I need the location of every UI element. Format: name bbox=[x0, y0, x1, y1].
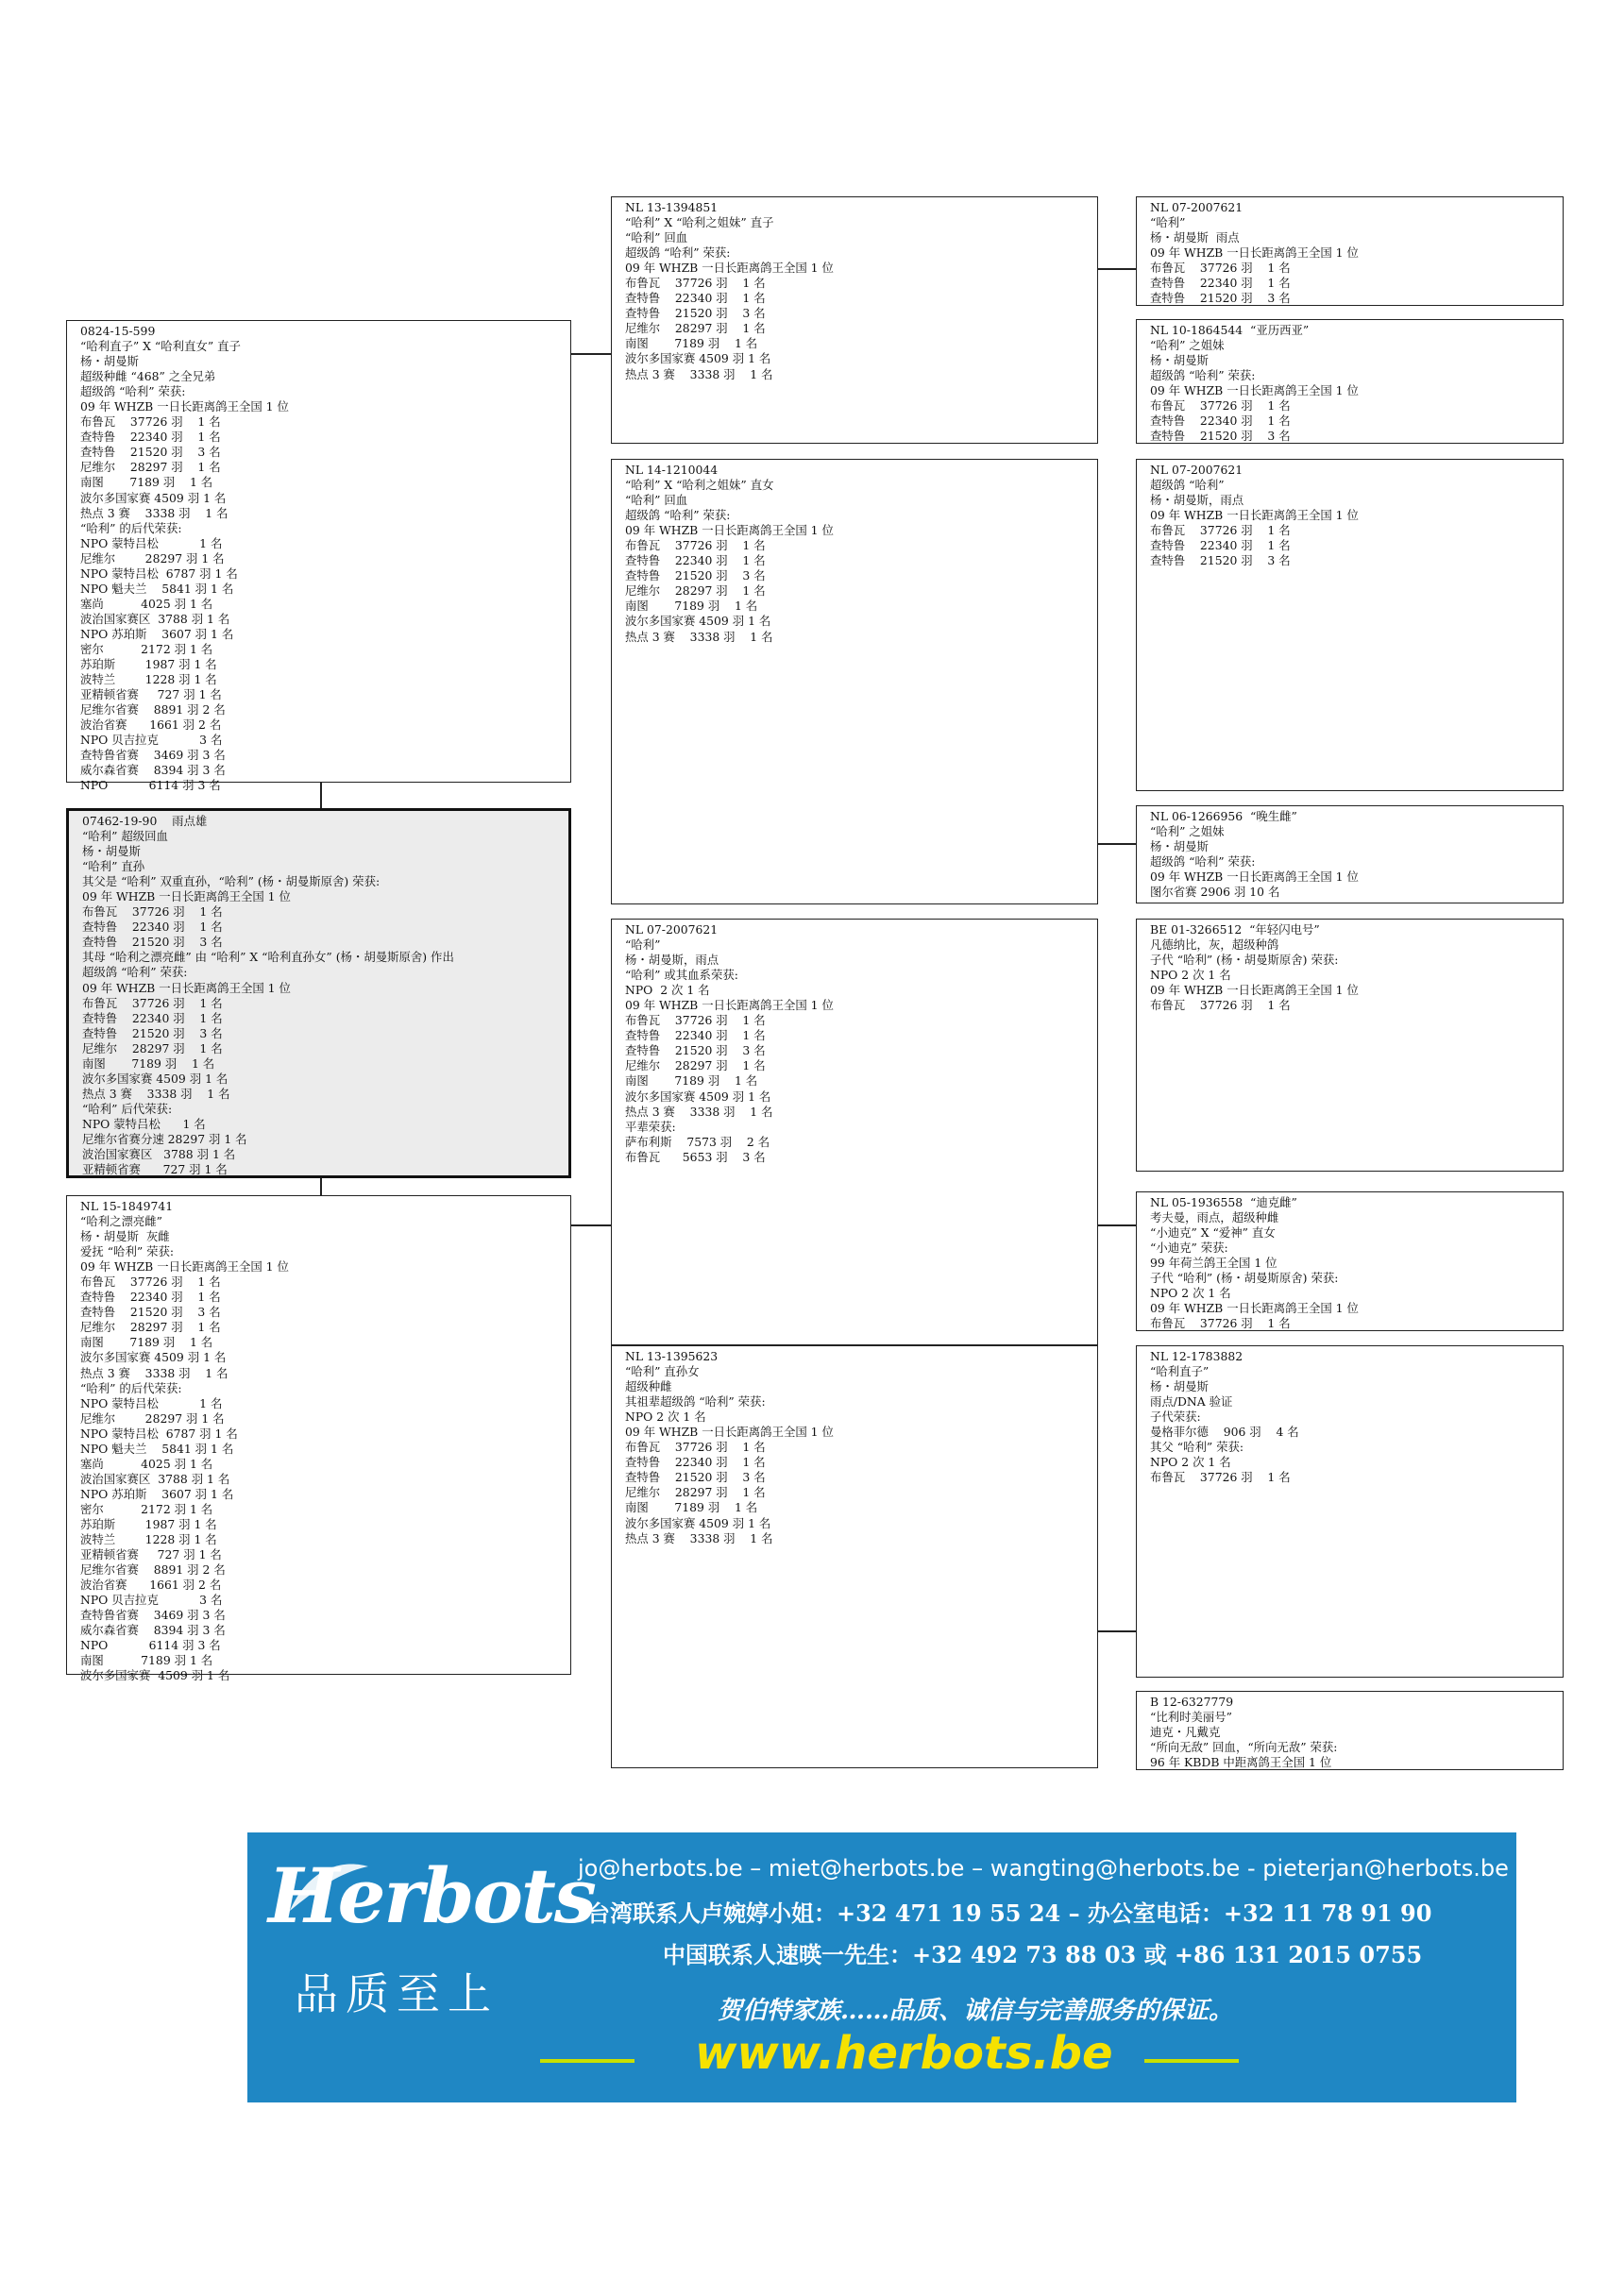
pedigree-line: 其父是 “哈利” 双重直孙，“哈利” (杨・胡曼斯原舍) 荣获: bbox=[82, 874, 381, 889]
connector-line bbox=[569, 1224, 611, 1226]
pedigree-line: 查特鲁 22340 羽 1 名 bbox=[625, 1028, 766, 1043]
pedigree-line: 南图 7189 羽 1 名 bbox=[625, 1500, 758, 1515]
ring-number: NL 07-2007621 bbox=[1150, 463, 1243, 477]
pedigree-line: 威尔森省赛 8394 羽 3 名 bbox=[80, 1623, 226, 1638]
pedigree-line: 波治国家赛区 3788 羽 1 名 bbox=[80, 1471, 230, 1486]
pedigree-line: 波治国家赛区 3788 羽 1 名 bbox=[82, 1147, 236, 1162]
pedigree-line: NPO 魁夫兰 5841 羽 1 名 bbox=[80, 581, 234, 596]
pedigree-line: 布鲁瓦 37726 羽 1 名 bbox=[625, 1013, 766, 1028]
pedigree-line: 超级种雌 “468” 之全兄弟 bbox=[80, 369, 216, 384]
pedigree-line: 布鲁瓦 37726 羽 1 名 bbox=[625, 1440, 766, 1455]
pedigree-line: 子代荣获: bbox=[1150, 1410, 1201, 1425]
connector-line bbox=[569, 353, 611, 355]
ring-number: NL 07-2007621 bbox=[625, 922, 719, 937]
pedigree-line: 查特鲁 22340 羽 1 名 bbox=[80, 430, 221, 445]
pedigree-line: NPO 蒙特吕松 1 名 bbox=[82, 1116, 206, 1131]
pedigree-line: “小迪克” X “爱神” 直女 bbox=[1150, 1225, 1276, 1241]
pedigree-line: 超级鸽 “哈利” 荣获: bbox=[1150, 854, 1256, 869]
pedigree-box-great-granddam-3 bbox=[1136, 1191, 1564, 1331]
pedigree-line: NPO 6114 羽 3 名 bbox=[80, 1638, 221, 1653]
banner-slogan: 品质至上 bbox=[295, 1968, 499, 2019]
pedigree-line: 09 年 WHZB 一日长距离鸽王全国 1 位 bbox=[1150, 245, 1359, 261]
pedigree-line: 南图 7189 羽 1 名 bbox=[625, 336, 758, 351]
pedigree-line: “哈利之漂亮雌” bbox=[80, 1214, 163, 1229]
pedigree-line: 超级鸽 “哈利” 荣获: bbox=[625, 508, 731, 523]
ring-number: NL 05-1936558 “迪克雌” bbox=[1150, 1195, 1297, 1209]
pedigree-line: “哈利直子” bbox=[1150, 1364, 1210, 1379]
pedigree-line: 曼格菲尔德 906 羽 4 名 bbox=[1150, 1425, 1299, 1440]
pedigree-line: 图尔省赛 2906 羽 10 名 bbox=[1150, 885, 1280, 900]
pedigree-line: 布鲁瓦 37726 羽 1 名 bbox=[80, 414, 221, 430]
pedigree-line: NPO 2 次 1 名 bbox=[625, 1410, 706, 1425]
herbots-banner bbox=[247, 1832, 1516, 2102]
ring-number: NL 06-1266956 “晚生雌” bbox=[1150, 809, 1297, 823]
pedigree-line: “小迪克” 荣获: bbox=[1150, 1241, 1228, 1256]
pedigree-line: 尼维尔 28297 羽 1 名 bbox=[625, 1058, 766, 1073]
pedigree-line: 09 年 WHZB 一日长距离鸽王全国 1 位 bbox=[625, 523, 834, 538]
pedigree-line: 布鲁瓦 37726 羽 1 名 bbox=[1150, 1470, 1291, 1485]
pedigree-line: NPO 苏珀斯 3607 羽 1 名 bbox=[80, 626, 234, 641]
pedigree-line: 波尔多国家赛 4509 羽 1 名 bbox=[625, 1089, 771, 1104]
ring-number: B 12-6327779 bbox=[1150, 1695, 1234, 1709]
pedigree-line: 波尔多国家赛 4509 羽 1 名 bbox=[625, 1515, 771, 1530]
pedigree-line: 09 年 WHZB 一日长距离鸽王全国 1 位 bbox=[625, 998, 834, 1013]
pedigree-line: 热点 3 赛 3338 羽 1 名 bbox=[80, 1365, 228, 1380]
pedigree-line: 布鲁瓦 37726 羽 1 名 bbox=[1150, 998, 1291, 1013]
pedigree-box-great-grandsire-4 bbox=[1136, 1345, 1564, 1678]
pedigree-line: 09 年 WHZB 一日长距离鸽王全国 1 位 bbox=[1150, 983, 1359, 998]
pedigree-line: 尼维尔 28297 羽 1 名 bbox=[625, 1485, 766, 1500]
pedigree-box-granddam-2 bbox=[611, 1345, 1098, 1768]
ring-number: 07462-19-90 雨点雄 bbox=[82, 814, 208, 828]
pedigree-line: 布鲁瓦 37726 羽 1 名 bbox=[80, 1275, 221, 1290]
pedigree-line: 尼维尔 28297 羽 1 名 bbox=[625, 321, 766, 336]
pedigree-line: 查特鲁 21520 羽 3 名 bbox=[80, 445, 221, 460]
pedigree-line: “哈利” 超级回血 bbox=[82, 829, 168, 844]
pedigree-line: 波治国家赛区 3788 羽 1 名 bbox=[80, 611, 230, 626]
pedigree-line: 09 年 WHZB 一日长距离鸽王全国 1 位 bbox=[82, 980, 291, 995]
pedigree-line: 查特鲁省赛 3469 羽 3 名 bbox=[80, 1608, 226, 1623]
pedigree-line: 超级鸽 “哈利” 荣获: bbox=[1150, 368, 1256, 383]
pedigree-line: 南图 7189 羽 1 名 bbox=[80, 1653, 213, 1668]
pedigree-line: 查特鲁 21520 羽 3 名 bbox=[1150, 429, 1291, 444]
pedigree-line: 查特鲁 21520 羽 3 名 bbox=[82, 1025, 223, 1040]
pedigree-line: 平辈荣获: bbox=[625, 1119, 676, 1134]
connector-line bbox=[1096, 843, 1136, 845]
pedigree-line: 波治省赛 1661 羽 2 名 bbox=[80, 1578, 222, 1593]
pedigree-line: 亚精顿省赛 727 羽 1 名 bbox=[80, 687, 222, 702]
pedigree-line: 考夫曼，雨点，超级种雌 bbox=[1150, 1210, 1279, 1225]
pedigree-line: 凡德纳比，灰，超级种鸽 bbox=[1150, 937, 1279, 953]
pedigree-line: 苏珀斯 1987 羽 1 名 bbox=[80, 1516, 217, 1531]
pedigree-box-great-granddam-4 bbox=[1136, 1691, 1564, 1770]
pedigree-line: “哈利” 直孙 bbox=[82, 859, 145, 874]
pedigree-line: 09 年 WHZB 一日长距离鸽王全国 1 位 bbox=[1150, 383, 1359, 398]
pedigree-line: 萨布利斯 7573 羽 2 名 bbox=[625, 1134, 770, 1149]
pedigree-line: 亚精顿省赛 727 羽 1 名 bbox=[80, 1547, 222, 1562]
pedigree-line: 09 年 WHZB 一日长距离鸽王全国 1 位 bbox=[82, 889, 291, 904]
pedigree-line: 尼维尔 28297 羽 1 名 bbox=[80, 1410, 225, 1426]
pedigree-line: 查特鲁省赛 3469 羽 3 名 bbox=[80, 748, 226, 763]
pedigree-line: 查特鲁 21520 羽 3 名 bbox=[625, 568, 766, 583]
pedigree-line: 布鲁瓦 37726 羽 1 名 bbox=[625, 276, 766, 291]
pedigree-line: 热点 3 赛 3338 羽 1 名 bbox=[625, 366, 773, 381]
connector-line bbox=[320, 1176, 322, 1197]
pedigree-line: “哈利” 之姐妹 bbox=[1150, 338, 1225, 353]
pedigree-line: 超级鸽 “哈利” 荣获: bbox=[625, 245, 731, 261]
pedigree-line: 查特鲁 21520 羽 3 名 bbox=[625, 1043, 766, 1058]
pedigree-line: 布鲁瓦 37726 羽 1 名 bbox=[82, 904, 223, 920]
pedigree-line: 杨・胡曼斯，雨点 bbox=[1150, 493, 1244, 508]
pedigree-line: 查特鲁 22340 羽 1 名 bbox=[625, 1455, 766, 1470]
pedigree-line: NPO 蒙特吕松 1 名 bbox=[80, 535, 223, 550]
pedigree-line: 雨点/DNA 验证 bbox=[1150, 1394, 1233, 1410]
pedigree-line: NPO 蒙特吕松 6787 羽 1 名 bbox=[80, 1426, 238, 1441]
pedigree-line: 布鲁瓦 37726 羽 1 名 bbox=[82, 995, 223, 1010]
pedigree-line: 密尔 2172 羽 1 名 bbox=[80, 641, 213, 656]
ring-number: NL 13-1394851 bbox=[625, 200, 719, 214]
pedigree-line: 苏珀斯 1987 羽 1 名 bbox=[80, 657, 217, 672]
banner-emails[interactable]: jo@herbots.be – miet@herbots.be – wangting@herbots.be - pieterjan@herbots.be bbox=[578, 1855, 1509, 1882]
banner-taiwan-contact: 台湾联系人卢婉婷小姐：+32 471 19 55 24 – 办公室电话：+32 11 78 91 90 bbox=[587, 1899, 1432, 1927]
pedigree-line: 热点 3 赛 3338 羽 1 名 bbox=[625, 1530, 773, 1545]
pedigree-line: 亚精顿省赛 727 羽 1 名 bbox=[82, 1162, 228, 1177]
pedigree-line: 09 年 WHZB 一日长距离鸽王全国 1 位 bbox=[1150, 1301, 1359, 1316]
pedigree-line: “哈利” 后代荣获: bbox=[82, 1101, 173, 1116]
pedigree-line: 超级鸽 “哈利” bbox=[1150, 478, 1225, 493]
pedigree-line: NPO 蒙特吕松 6787 羽 1 名 bbox=[80, 566, 238, 581]
pedigree-line: 查特鲁 21520 羽 3 名 bbox=[80, 1305, 221, 1320]
pedigree-line: 布鲁瓦 37726 羽 1 名 bbox=[1150, 1316, 1291, 1331]
pedigree-line: 查特鲁 21520 羽 3 名 bbox=[1150, 291, 1291, 306]
connector-line bbox=[1096, 1224, 1136, 1226]
pedigree-line: 尼维尔 28297 羽 1 名 bbox=[80, 550, 225, 566]
pedigree-line: “哈利” X “哈利之姐妹” 直子 bbox=[625, 215, 774, 230]
pedigree-line: 波尔多国家赛 4509 羽 1 名 bbox=[80, 490, 227, 505]
pedigree-line: 爱抚 “哈利” 荣获: bbox=[80, 1244, 175, 1259]
pedigree-line: 杨・胡曼斯 bbox=[82, 844, 141, 859]
pedigree-line: 查特鲁 22340 羽 1 名 bbox=[1150, 276, 1291, 291]
pedigree-line: NPO 贝吉拉克 3 名 bbox=[80, 733, 223, 748]
pedigree-line: NPO 贝吉拉克 3 名 bbox=[80, 1593, 223, 1608]
pedigree-line: “哈利” 直孙女 bbox=[625, 1364, 700, 1379]
pedigree-box-great-granddam-2 bbox=[1136, 805, 1564, 903]
pedigree-line: 杨・胡曼斯 灰雌 bbox=[80, 1229, 170, 1244]
pedigree-line: 热点 3 赛 3338 羽 1 名 bbox=[80, 505, 228, 520]
pedigree-line: 波特兰 1228 羽 1 名 bbox=[80, 672, 217, 687]
pedigree-line: “所向无敌” 回血，“所向无敌” 荣获: bbox=[1150, 1740, 1338, 1755]
pedigree-line: 布鲁瓦 37726 羽 1 名 bbox=[1150, 398, 1291, 414]
pedigree-line: 尼维尔省赛 8891 羽 2 名 bbox=[80, 1562, 226, 1578]
pedigree-line: 南图 7189 羽 1 名 bbox=[80, 475, 213, 490]
pedigree-line: NPO 蒙特吕松 1 名 bbox=[80, 1395, 223, 1410]
pedigree-box-great-grandsire-3 bbox=[1136, 919, 1564, 1172]
pedigree-box-great-grandsire-1 bbox=[1136, 196, 1564, 306]
pedigree-line: 热点 3 赛 3338 羽 1 名 bbox=[82, 1086, 230, 1101]
pedigree-line: “哈利” X “哈利之姐妹” 直女 bbox=[625, 478, 774, 493]
pedigree-line: 波治省赛 1661 羽 2 名 bbox=[80, 718, 222, 733]
pedigree-line: 布鲁瓦 37726 羽 1 名 bbox=[1150, 523, 1291, 538]
banner-website-link[interactable]: www.herbots.be bbox=[695, 2027, 1113, 2080]
pedigree-line: “哈利” 之姐妹 bbox=[1150, 824, 1225, 839]
pedigree-box-sire bbox=[66, 320, 571, 793]
pedigree-line: “哈利” bbox=[625, 937, 661, 953]
pedigree-box-great-granddam-1 bbox=[1136, 319, 1564, 444]
pedigree-line: NPO 2 次 1 名 bbox=[1150, 1286, 1231, 1301]
banner-tagline: 贺伯特家族……品质、诚信与完善服务的保证。 bbox=[718, 1997, 1234, 2025]
pedigree-line: 查特鲁 22340 羽 1 名 bbox=[625, 553, 766, 568]
pedigree-line: 查特鲁 22340 羽 1 名 bbox=[82, 920, 223, 935]
pedigree-line: 波尔多国家赛 4509 羽 1 名 bbox=[625, 614, 771, 629]
pedigree-box-grandsire-1 bbox=[611, 196, 1098, 444]
pedigree-line: 布鲁瓦 37726 羽 1 名 bbox=[625, 538, 766, 553]
pedigree-line: 查特鲁 21520 羽 3 名 bbox=[625, 1470, 766, 1485]
pedigree-line: 尼维尔省赛分速 28297 羽 1 名 bbox=[82, 1131, 247, 1146]
pedigree-line: “哈利” bbox=[1150, 215, 1186, 230]
ring-number: 0824-15-599 bbox=[80, 324, 156, 338]
pedigree-line: 09 年 WHZB 一日长距离鸽王全国 1 位 bbox=[80, 1259, 289, 1275]
pedigree-line: “比利时美丽号” bbox=[1150, 1710, 1233, 1725]
pedigree-line: 南图 7189 羽 1 名 bbox=[82, 1055, 215, 1071]
pedigree-line: 其父 “哈利” 荣获: bbox=[1150, 1440, 1244, 1455]
pedigree-line: “哈利” 或其血系荣获: bbox=[625, 968, 738, 983]
pedigree-line: “哈利” 的后代荣获: bbox=[80, 1380, 182, 1395]
ring-number: NL 15-1849741 bbox=[80, 1199, 174, 1213]
pedigree-line: 布鲁瓦 37726 羽 1 名 bbox=[1150, 261, 1291, 276]
pedigree-line: NPO 2 次 1 名 bbox=[1150, 1455, 1231, 1470]
pedigree-box-dam bbox=[66, 1195, 571, 1683]
pedigree-line: 波尔多国家赛 4509 羽 1 名 bbox=[80, 1350, 227, 1365]
pedigree-line: 查特鲁 21520 羽 3 名 bbox=[82, 935, 223, 950]
pedigree-line: 09 年 WHZB 一日长距离鸽王全国 1 位 bbox=[625, 1425, 834, 1440]
pedigree-line: 波尔多国家赛 4509 羽 1 名 bbox=[82, 1071, 228, 1086]
pedigree-line: 塞尚 4025 羽 1 名 bbox=[80, 596, 213, 611]
ring-number: NL 10-1864544 “亚历西亚” bbox=[1150, 323, 1310, 337]
pedigree-line: 查特鲁 22340 羽 1 名 bbox=[82, 1010, 223, 1025]
pedigree-line: 09 年 WHZB 一日长距离鸽王全国 1 位 bbox=[1150, 869, 1359, 885]
pedigree-line: “哈利” 回血 bbox=[625, 493, 688, 508]
pedigree-line: 其祖辈超级鸽 “哈利” 荣获: bbox=[625, 1394, 766, 1410]
pedigree-line: 尼维尔 28297 羽 1 名 bbox=[80, 460, 221, 475]
pedigree-line: 迪克・凡戴克 bbox=[1150, 1725, 1221, 1740]
pedigree-line: NPO 2 次 1 名 bbox=[625, 983, 710, 998]
pedigree-line: NPO 2 次 1 名 bbox=[1150, 968, 1231, 983]
pedigree-line: “哈利” 回血 bbox=[625, 230, 688, 245]
ring-number: NL 12-1783882 bbox=[1150, 1349, 1243, 1363]
pedigree-line: 南图 7189 羽 1 名 bbox=[625, 1073, 758, 1089]
pedigree-line: 查特鲁 22340 羽 1 名 bbox=[1150, 538, 1291, 553]
pedigree-line: 杨・胡曼斯 bbox=[1150, 353, 1209, 368]
pedigree-line: 子代 “哈利” (杨・胡曼斯原舍) 荣获: bbox=[1150, 1271, 1339, 1286]
connector-line bbox=[1096, 268, 1136, 270]
connector-line bbox=[1096, 1630, 1136, 1632]
pedigree-line: 尼维尔 28297 羽 1 名 bbox=[625, 583, 766, 599]
pedigree-line: 查特鲁 22340 羽 1 名 bbox=[80, 1290, 221, 1305]
pedigree-line: NPO 苏珀斯 3607 羽 1 名 bbox=[80, 1486, 234, 1501]
pedigree-line: 尼维尔 28297 羽 1 名 bbox=[82, 1040, 223, 1055]
pedigree-line: 威尔森省赛 8394 羽 3 名 bbox=[80, 763, 226, 778]
pedigree-line: 09 年 WHZB 一日长距离鸽王全国 1 位 bbox=[1150, 508, 1359, 523]
pedigree-line: 南图 7189 羽 1 名 bbox=[80, 1335, 213, 1350]
pedigree-line: 96 年 KBDB 中距离鸽王全国 1 位 bbox=[1150, 1755, 1332, 1770]
pedigree-line: 超级鸽 “哈利” 荣获: bbox=[80, 384, 186, 399]
pedigree-line: 杨・胡曼斯 雨点 bbox=[1150, 230, 1240, 245]
pedigree-box-granddam-1 bbox=[611, 459, 1098, 904]
pedigree-line: 查特鲁 22340 羽 1 名 bbox=[625, 291, 766, 306]
pedigree-line: 南图 7189 羽 1 名 bbox=[625, 599, 758, 614]
pedigree-line: 其母 “哈利之漂亮雌” 由 “哈利” X “哈利直孙女” (杨・胡曼斯原舍) 作出 bbox=[82, 950, 454, 965]
pedigree-line: 查特鲁 21520 羽 3 名 bbox=[1150, 553, 1291, 568]
pedigree-line: 热点 3 赛 3338 羽 1 名 bbox=[625, 1104, 773, 1119]
herbots-logo: Herbots bbox=[268, 1851, 595, 1940]
pedigree-line: 热点 3 赛 3338 羽 1 名 bbox=[625, 629, 773, 644]
pedigree-line: 查特鲁 22340 羽 1 名 bbox=[1150, 414, 1291, 429]
banner-china-contact: 中国联系人速暎一先生：+32 492 73 88 03 或 +86 131 2015 0755 bbox=[663, 1941, 1423, 1968]
pedigree-line: 密尔 2172 羽 1 名 bbox=[80, 1501, 213, 1516]
pedigree-line: 99 年荷兰鸽王全国 1 位 bbox=[1150, 1256, 1277, 1271]
pedigree-line: NPO 6114 羽 3 名 bbox=[80, 778, 221, 793]
pedigree-line: 波特兰 1228 羽 1 名 bbox=[80, 1532, 217, 1547]
pedigree-line: “哈利直子” X “哈利直女” 直子 bbox=[80, 339, 241, 354]
pedigree-box-subject bbox=[66, 808, 571, 1178]
pedigree-line: NPO 魁夫兰 5841 羽 1 名 bbox=[80, 1441, 234, 1456]
ring-number: NL 07-2007621 bbox=[1150, 200, 1243, 214]
pedigree-line: 塞尚 4025 羽 1 名 bbox=[80, 1456, 213, 1471]
pedigree-line: 尼维尔省赛 8891 羽 2 名 bbox=[80, 702, 226, 718]
pedigree-line: 子代 “哈利” (杨・胡曼斯原舍) 荣获: bbox=[1150, 953, 1339, 968]
pedigree-line: 杨・胡曼斯，雨点 bbox=[625, 953, 719, 968]
banner-divider bbox=[540, 2059, 634, 2063]
pedigree-line: 09 年 WHZB 一日长距离鸽王全国 1 位 bbox=[80, 399, 289, 414]
pedigree-line: 杨・胡曼斯 bbox=[1150, 1379, 1209, 1394]
pedigree-line: 查特鲁 21520 羽 3 名 bbox=[625, 306, 766, 321]
pedigree-line: 超级种雌 bbox=[625, 1379, 672, 1394]
pedigree-line: 波尔多国家赛 4509 羽 1 名 bbox=[625, 351, 771, 366]
pedigree-box-great-grandsire-2 bbox=[1136, 459, 1564, 791]
pedigree-line: “哈利” 的后代荣获: bbox=[80, 520, 182, 535]
ring-number: NL 13-1395623 bbox=[625, 1349, 719, 1363]
ring-number: BE 01-3266512 “年轻闪电号” bbox=[1150, 922, 1320, 937]
pedigree-line: 超级鸽 “哈利” 荣获: bbox=[82, 965, 188, 980]
pedigree-line: 09 年 WHZB 一日长距离鸽王全国 1 位 bbox=[625, 261, 834, 276]
banner-divider bbox=[1144, 2059, 1239, 2063]
pedigree-box-grandsire-2 bbox=[611, 919, 1098, 1345]
pedigree-line: 尼维尔 28297 羽 1 名 bbox=[80, 1320, 221, 1335]
pedigree-line: 杨・胡曼斯 bbox=[80, 354, 139, 369]
pedigree-line: 波尔多国家赛 4509 羽 1 名 bbox=[80, 1668, 230, 1683]
pedigree-line: 布鲁瓦 5653 羽 3 名 bbox=[625, 1149, 766, 1164]
pedigree-line: 杨・胡曼斯 bbox=[1150, 839, 1209, 854]
ring-number: NL 14-1210044 bbox=[625, 463, 719, 477]
